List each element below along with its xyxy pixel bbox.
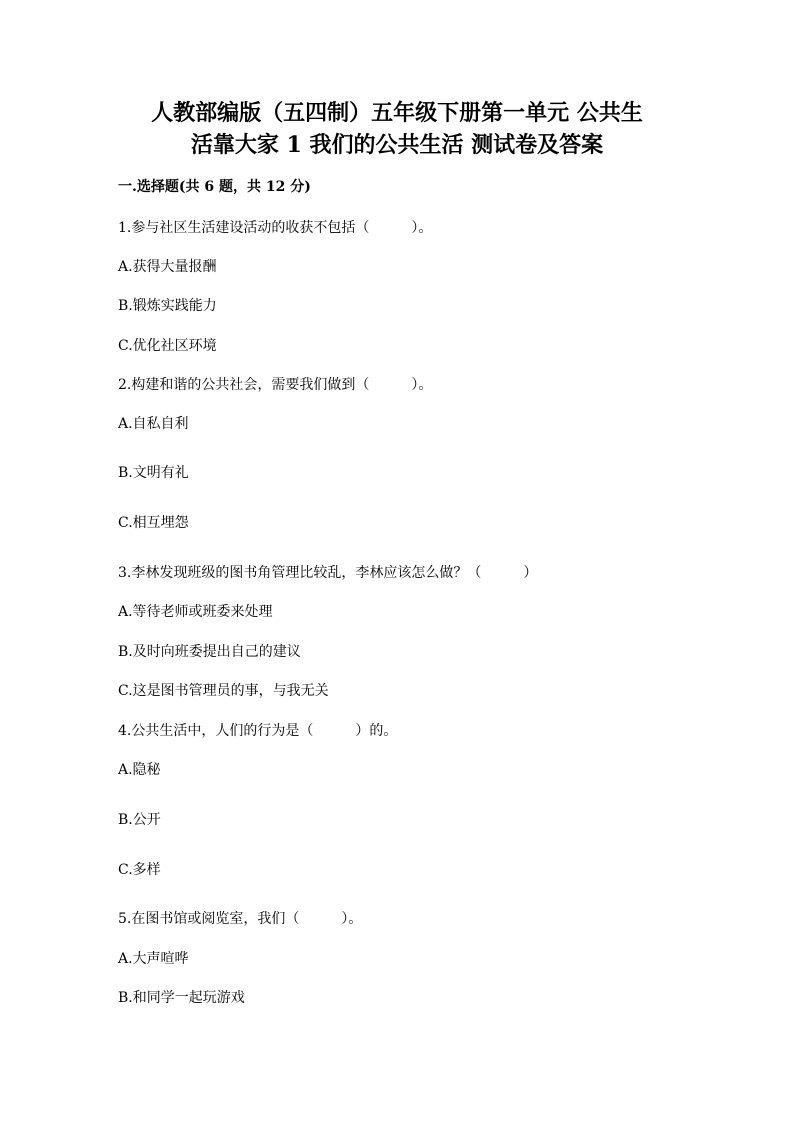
option-a: A.等待老师或班委来处理 — [118, 604, 273, 620]
question-stem: 5.在图书馆或阅览室，我们（ ）。 — [118, 911, 363, 927]
question-stem: 4.公共生活中，人们的行为是（ ）的。 — [118, 723, 398, 739]
option-b: B.锻炼实践能力 — [118, 298, 217, 314]
question-stem: 2.构建和谐的公共社会，需要我们做到（ ）。 — [118, 377, 433, 393]
title-line-1: 人教部编版（五四制）五年级下册第一单元 公共生 — [151, 100, 643, 126]
option-b: B.公开 — [118, 812, 161, 828]
option-a: A.自私自利 — [118, 416, 189, 432]
section-heading: 一.选择题(共 6 题，共 12 分) — [118, 179, 311, 195]
title-line-2: 活靠大家 1 我们的公共生活 测试卷及答案 — [190, 132, 604, 158]
option-c: C.多样 — [118, 862, 161, 878]
question-stem: 1.参与社区生活建设活动的收获不包括（ ）。 — [118, 220, 433, 236]
option-b: B.及时向班委提出自己的建议 — [118, 644, 301, 660]
option-c: C.这是图书管理员的事，与我无关 — [118, 683, 329, 699]
option-a: A.获得大量报酬 — [118, 259, 217, 275]
option-c: C.优化社区环境 — [118, 338, 217, 354]
question-stem: 3.李林发现班级的图书角管理比较乱，李林应该怎么做？（ ） — [118, 565, 538, 581]
option-b: B.文明有礼 — [118, 465, 189, 481]
option-a: A.大声喧哗 — [118, 951, 189, 967]
option-c: C.相互埋怨 — [118, 515, 189, 531]
option-b: B.和同学一起玩游戏 — [118, 990, 245, 1006]
option-a: A.隐秘 — [118, 762, 161, 778]
